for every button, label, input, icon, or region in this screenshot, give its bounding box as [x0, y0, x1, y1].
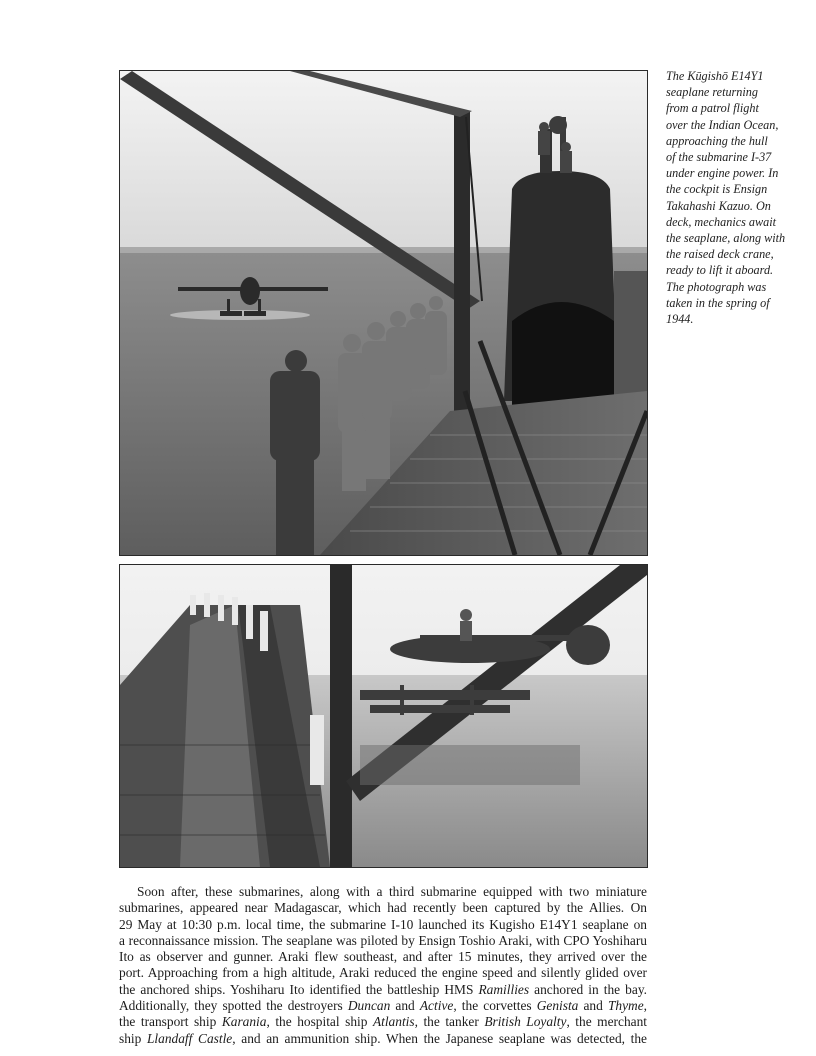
ship-name: Active [419, 998, 454, 1014]
body-line: Additionally, they spotted the destroyers Duncan and Active, the corvettes Genista and Thyme, [119, 998, 648, 1014]
body-line: port. Approaching from a high altitude, Araki reduced the engine speed and silently glided over [119, 965, 647, 981]
ship-name: Llandaff Castle [146, 1030, 233, 1046]
body-line: 29 May at 10:30 p.m. local time, the submarine I-10 launched its Kugisho E14Y1 seaplane on [119, 916, 647, 932]
ship-name: Thyme [607, 998, 644, 1014]
ship-name: Atlantis [372, 1014, 415, 1030]
caption-line: The photograph was [666, 279, 767, 294]
caption-line: ready to lift it aboard. [666, 263, 774, 278]
body-line: the transport ship Karania, the hospital ship Atlantis, the tanker British Loyalty, the merchant [119, 1014, 647, 1030]
caption-line: taken in the spring of [666, 295, 770, 310]
body-line: the anchored ships. Yoshiharu Ito identified the battleship HMS Ramillies anchored in the bay. [119, 981, 647, 997]
caption-line: the raised deck crane, [666, 247, 774, 262]
caption-line: of the submarine I-37 [666, 150, 772, 165]
caption-line: approaching the hull [666, 133, 768, 148]
caption-line: seaplane returning [666, 85, 758, 100]
body-line: Ito as observer and gunner. Araki flew southeast, and after 15 minutes, they arrived over the [119, 949, 647, 965]
ship-name: Ramillies [478, 981, 530, 997]
body-line: submarines, appeared near Madagascar, which had recently been captured by the Allies. On [119, 900, 647, 916]
photo-caption [666, 68, 786, 327]
photo-bottom-image [120, 565, 647, 867]
ship-name: British Loyalty [484, 1014, 567, 1030]
body-line: ship Llandaff Castle, and an ammunition ship. When the Japanese seaplane was detected, the [119, 1030, 647, 1046]
caption-line: over the Indian Ocean, [666, 117, 779, 132]
caption-line: Takahashi Kazuo. On [666, 198, 771, 213]
caption-line: the cockpit is Ensign [666, 182, 768, 197]
photo-seaplane-alongside-submarine [119, 564, 648, 868]
caption-line: The Kūgishō E14Y1 [666, 69, 764, 83]
body-line: a reconnaissance mission. The seaplane was piloted by Ensign Toshio Araki, with CPO Yoshiharu [119, 932, 647, 948]
caption-line: 1944. [666, 312, 694, 327]
ship-name: Duncan [347, 998, 391, 1014]
caption-line: the seaplane, along with [666, 231, 786, 246]
photo-seaplane-approaching-submarine [119, 70, 648, 556]
body-line: Soon after, these submarines, along with a third submarine equipped with two miniature [137, 884, 647, 899]
photo-top-image [120, 71, 647, 555]
body-paragraph [119, 884, 647, 1047]
caption-line: deck, mechanics await [666, 214, 776, 229]
ship-name: Genista [536, 998, 579, 1014]
caption-line: from a patrol flight [666, 101, 759, 116]
ship-name: Karania [221, 1014, 267, 1030]
caption-line: under engine power. In [666, 166, 779, 181]
